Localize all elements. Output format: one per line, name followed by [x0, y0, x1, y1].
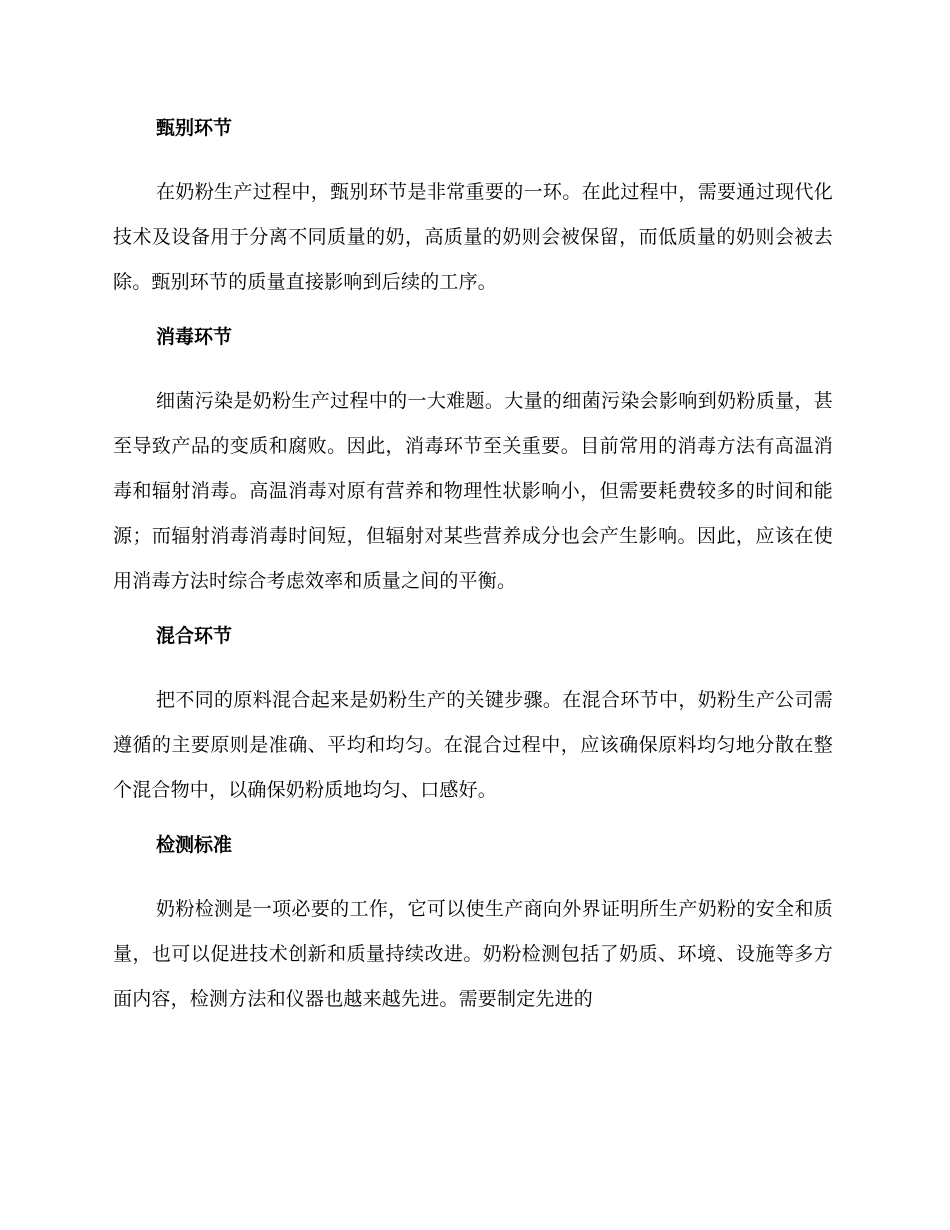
spacer: [113, 305, 833, 322]
spacer: [113, 651, 833, 678]
section-heading-screening: 甄别环节: [156, 117, 233, 139]
spacer: [113, 813, 833, 830]
document-page: [113, 113, 833, 1022]
section-heading-mixing: 混合环节: [156, 625, 233, 647]
section-heading-testing: 检测标准: [156, 834, 233, 856]
section-heading-disinfection: 消毒环节: [156, 326, 233, 348]
spacer: [113, 143, 833, 170]
section-body-screening: 在奶粉生产过程中，甄别环节是非常重要的一环。在此过程中，需要通过现代化技术及设备用于分离不同质量的奶，高质量的奶则会被保留，而低质量的奶则会被去除。甄别环节的质量直接影响到后续的工序。: [113, 181, 833, 293]
section-body-disinfection: 细菌污染是奶粉生产过程中的一大难题。大量的细菌污染会影响到奶粉质量，甚至导致产品的变质和腐败。因此，消毒环节至关重要。目前常用的消毒方法有高温消毒和辐射消毒。高温消毒对原有营养和物理性状影响小，但需要耗费较多的时间和能源；而辐射消毒消毒时间短，但辐射对某些营养成分也会产生影响。因此，应该在使用消毒方法时综合考虑效率和质量之间的平衡。: [113, 390, 833, 592]
spacer: [113, 352, 833, 379]
section-body-mixing: 把不同的原料混合起来是奶粉生产的关键步骤。在混合环节中，奶粉生产公司需遵循的主要原则是准确、平均和均匀。在混合过程中，应该确保原料均匀地分散在整个混合物中，以确保奶粉质地均匀、口感好。: [113, 689, 833, 801]
spacer: [113, 604, 833, 621]
spacer: [113, 860, 833, 887]
section-body-testing: 奶粉检测是一项必要的工作，它可以使生产商向外界证明所生产奶粉的安全和质量，也可以促进技术创新和质量持续改进。奶粉检测包括了奶质、环境、设施等多方面内容，检测方法和仪器也越来越先进。需要制定先进的: [113, 898, 833, 1010]
